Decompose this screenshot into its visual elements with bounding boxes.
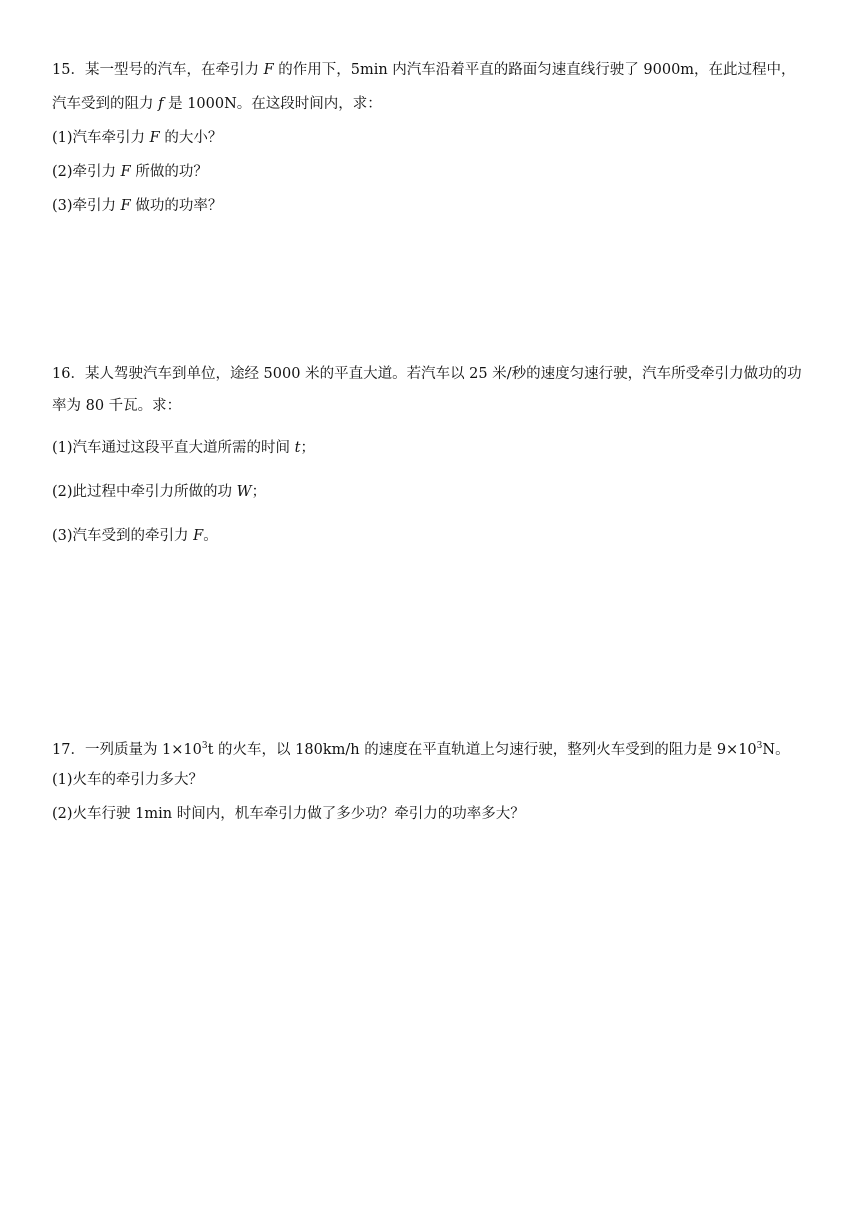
question-15-number: 15． [52,62,85,78]
question-17-part-1: (1)火车的牵引力多大？ [52,772,204,788]
question-16-part-3: (3)汽车受到的牵引力 F。 [52,528,218,544]
question-15-line-1: 15．某一型号的汽车，在牵引力 F 的作用下，5min 内汽车沿着平直的路面匀速直线行驶了 9000m，在此过程中， [52,62,796,78]
question-15-part-3: (3)牵引力 F 做功的功率？ [52,198,223,214]
question-17-line-1: 17．一列质量为 $1\times 10^3t$ 的火车，以 180km/h 的速度在平直轨道上匀速行驶，整列火车受到的阻力是 $9\times 10^3N$。 [52,741,790,758]
question-16-part-1: (1)汽车通过这段平直大道所需的时间 t； [52,440,315,456]
question-15-line-2: 汽车受到的阻力 f 是 1000N。在这段时间内，求： [52,96,382,112]
friction-symbol: f [158,96,164,112]
question-16-number: 16． [52,366,85,382]
question-16-line-2: 率为 80 千瓦。求： [52,398,182,414]
question-17-number: 17． [52,742,85,758]
question-17-part-2: (2)火车行驶 1min 时间内，机车牵引力做了多少功？牵引力的功率多大？ [52,806,525,822]
force-symbol: F [263,62,274,78]
question-16-part-2: (2)此过程中牵引力所做的功 W； [52,484,267,500]
question-15-part-2: (2)牵引力 F 所做的功？ [52,164,208,180]
question-15-part-1: (1)汽车牵引力 F 的大小？ [52,130,223,146]
question-16-line-1: 16．某人驾驶汽车到单位，途经 5000 米的平直大道。若汽车以 25 米/秒的速度匀速行驶，汽车所受牵引力做功的功 [52,366,802,382]
